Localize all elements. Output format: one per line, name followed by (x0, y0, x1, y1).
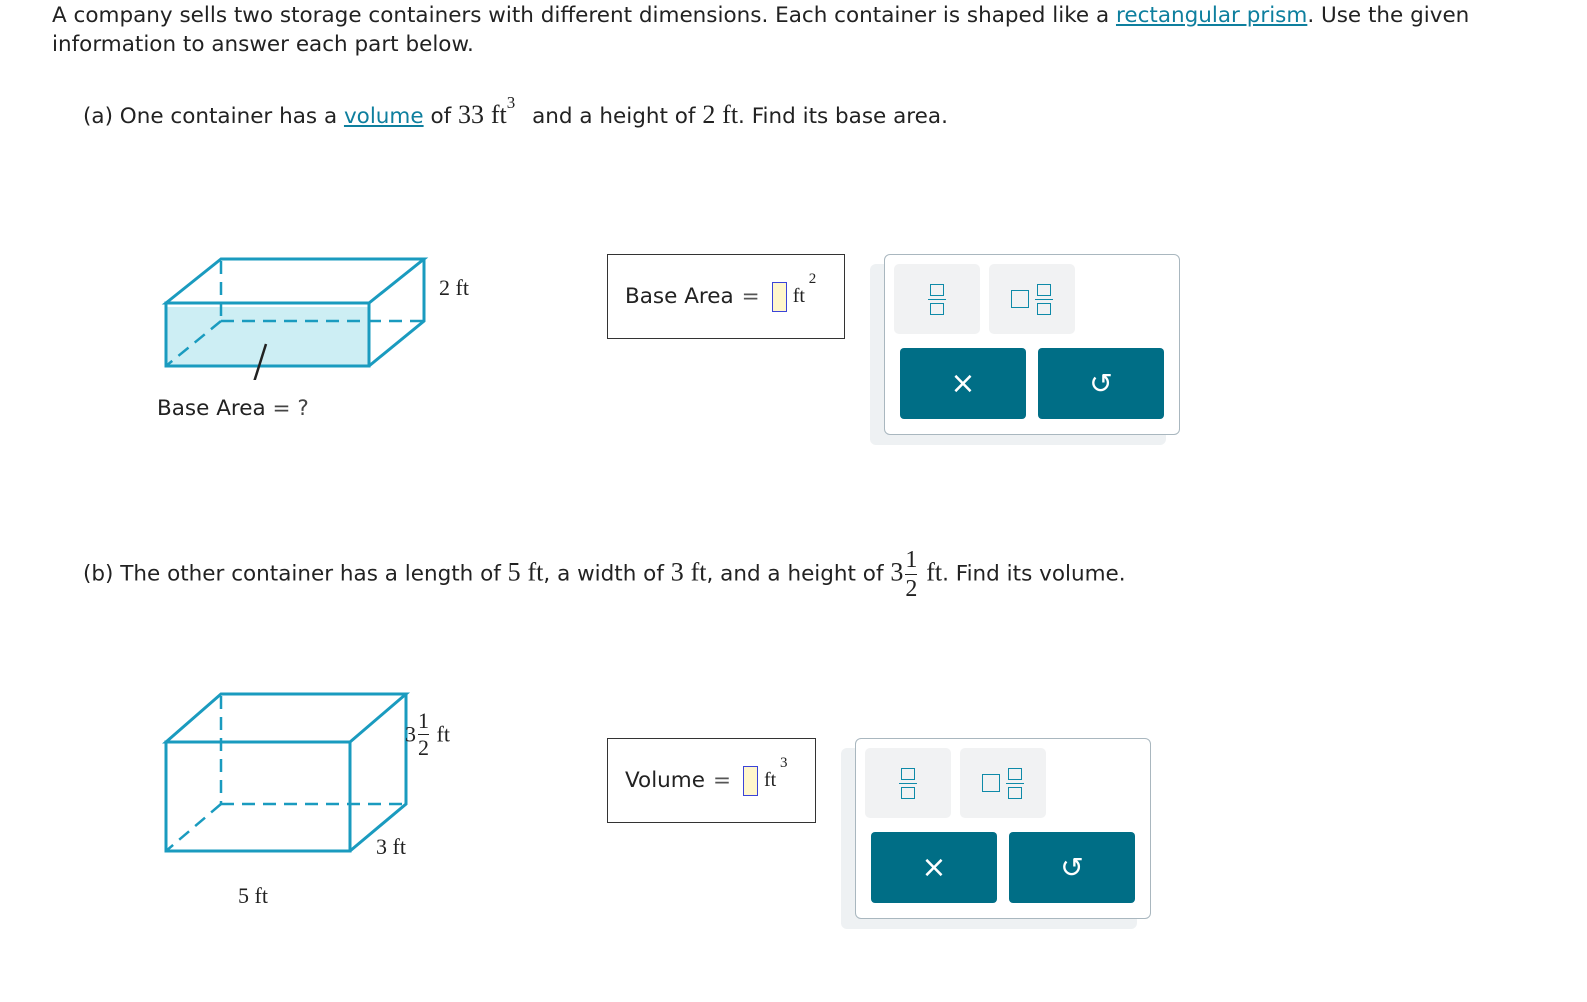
part-b-width-value: 3 (670, 557, 684, 587)
figure-b-height-unit: ft (436, 721, 450, 747)
problem-intro (52, 2, 1552, 59)
part-b-end: . Find its volume. (942, 561, 1126, 587)
figure-b-length-label: 5 ft (238, 883, 268, 908)
intro-text: A company sells two storage containers with different dimensions. Each container is shaped like a (52, 3, 1116, 28)
figure-b-height-fraction (418, 710, 429, 759)
equals-sign: = (741, 284, 760, 309)
part-b-height-unit: ft (926, 557, 943, 587)
unit-text-a: ft (792, 285, 805, 307)
unit-exponent-a: 2 (808, 271, 817, 287)
figure-a-base-label (157, 396, 309, 421)
part-a-of: of (423, 104, 459, 129)
part-a-label: (a) One container has a (83, 104, 344, 129)
figure-b-height-label (405, 710, 450, 759)
undo-button[interactable] (1038, 348, 1164, 419)
base-area-input[interactable] (772, 282, 787, 312)
part-b-width-unit: ft (690, 557, 707, 587)
part-b-question (83, 548, 1126, 601)
part-a-height-unit: ft (722, 100, 739, 129)
answer-box-base-area (607, 254, 845, 339)
mixed-number-button[interactable] (989, 264, 1075, 334)
mixed-number-button[interactable] (960, 748, 1046, 818)
equals-sign: = (712, 768, 731, 793)
answer-label-base-area: Base Area (625, 284, 734, 309)
figure-b-height-den: 2 (418, 735, 429, 760)
unit-text-b: ft (763, 769, 777, 791)
intro-text-end: . Use the given information to answer each part below. (52, 3, 1470, 57)
part-a-end: . Find its base area. (738, 104, 948, 129)
unit-exponent-b: 3 (779, 755, 788, 771)
prism-figure-a (150, 245, 450, 380)
figure-b-height-num: 1 (418, 708, 429, 733)
keypad-b (855, 738, 1151, 919)
part-b-height-whole: 3 (890, 557, 904, 587)
figure-b-width-label: 3 ft (376, 834, 406, 859)
base-area-eq: = ? (272, 396, 309, 421)
part-a-question (83, 93, 948, 130)
close-icon: × (950, 365, 976, 401)
mixed-number-icon (1011, 284, 1053, 315)
part-a-volume-unit: ft (490, 100, 507, 129)
answer-unit-a (792, 271, 817, 308)
figure-a-height-label: 2 ft (439, 275, 469, 300)
fraction-button[interactable] (865, 748, 951, 818)
fraction-icon (899, 768, 917, 799)
undo-icon: ↺ (1060, 850, 1084, 884)
mixed-number-icon (982, 768, 1024, 799)
volume-input[interactable] (743, 766, 758, 796)
part-b-height-den: 2 (905, 576, 918, 602)
undo-button[interactable] (1009, 832, 1135, 903)
close-icon: × (921, 849, 947, 885)
part-b-width-text: , a width of (543, 561, 671, 587)
keypad-a (884, 254, 1180, 435)
clear-button[interactable] (900, 348, 1026, 419)
part-a-volume-value: 33 (458, 100, 485, 129)
part-b-height-fraction (905, 548, 917, 601)
part-b-label: (b) The other container has a length of (83, 561, 508, 587)
part-a-height-value: 2 (702, 100, 716, 129)
answer-label-volume: Volume (625, 768, 705, 793)
base-area-text: Base Area (157, 396, 266, 421)
part-b-length-unit: ft (527, 557, 544, 587)
figure-b-height-whole: 3 (405, 721, 416, 747)
fraction-icon (928, 284, 946, 315)
part-a-volume-exponent: 3 (506, 93, 516, 112)
part-a-mid: and a height of (525, 104, 703, 129)
undo-icon: ↺ (1089, 366, 1113, 400)
part-b-height-text: , and a height of (706, 561, 891, 587)
fraction-button[interactable] (894, 264, 980, 334)
clear-button[interactable] (871, 832, 997, 903)
volume-link[interactable]: volume (343, 104, 424, 129)
rectangular-prism-link[interactable]: rectangular prism (1115, 3, 1308, 28)
part-b-height-num: 1 (905, 547, 918, 573)
base-area-fill (166, 307, 369, 366)
answer-box-volume (607, 738, 816, 823)
answer-unit-b (763, 755, 788, 792)
part-b-length-value: 5 (507, 557, 521, 587)
